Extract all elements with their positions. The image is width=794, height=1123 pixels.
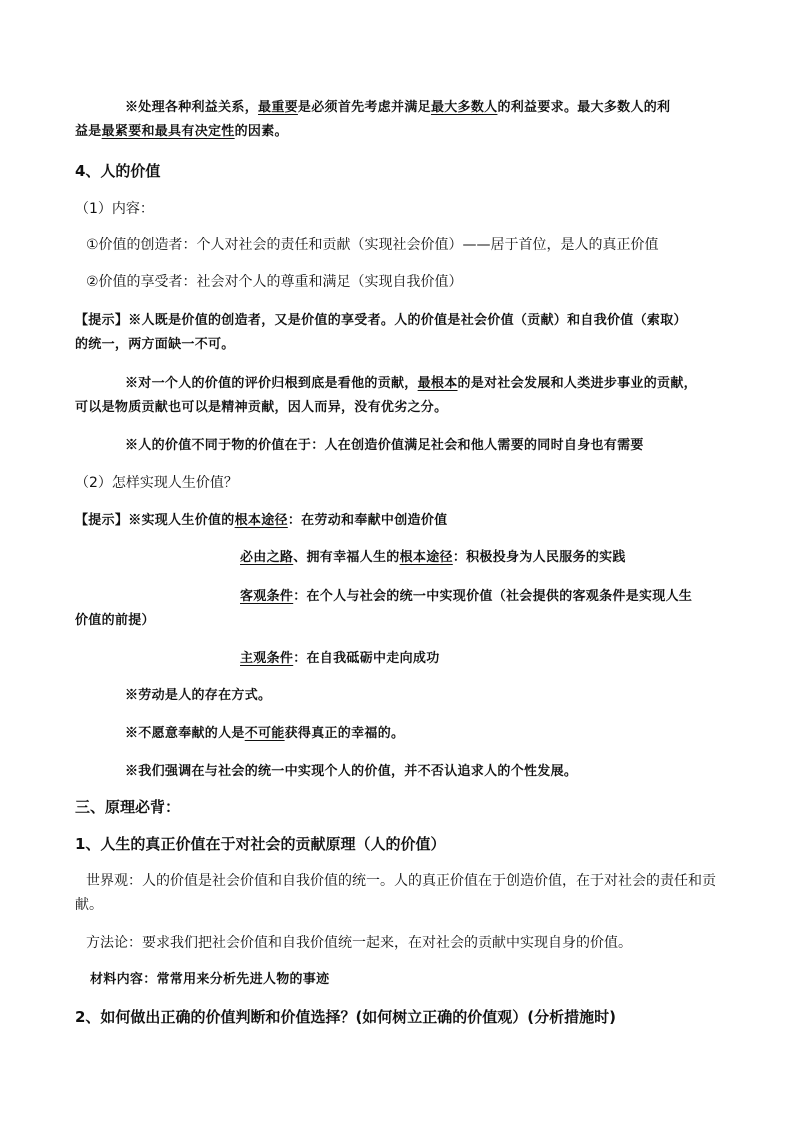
evaluation-line-1: ※对一个人的价值的评价归根到底是看他的贡献，最根本的是对社会发展和人类进步事业的贡献，: [125, 376, 697, 391]
interest-relations-line-2: 益是最紧要和最具有决定性的因素。: [75, 124, 288, 139]
section-three-heading: 三、原理必背：: [75, 798, 181, 816]
value-creator-line: ①价值的创造者：个人对社会的责任和贡献（实现社会价值）——居于首位，是人的真正价值: [86, 237, 659, 253]
tip-1-line-2: 的统一，两方面缺一不可。: [75, 337, 235, 352]
how-to-realize-label: （2）怎样实现人生价值？: [75, 475, 238, 491]
underlined-objective-condition: 客观条件: [240, 589, 294, 604]
underlined-must-path: 必由之路: [240, 550, 294, 565]
no-happiness-line: ※不愿意奉献的人是不可能获得真正的幸福的。: [125, 726, 405, 741]
principle-2-title: 2、如何做出正确的价值判断和价值选择？(如何树立正确的价值观）(分析措施时): [75, 1008, 617, 1026]
value-difference-line: ※人的价值不同于物的价值在于：人在创造价值满足社会和他人需要的同时自身也有需要: [125, 438, 644, 453]
evaluation-line-2: 可以是物质贡献也可以是精神贡献，因人而异，没有优劣之分。: [75, 400, 448, 415]
underlined-fundamental-way-2: 根本途径: [399, 550, 453, 565]
worldview-line-1: 世界观：人的价值是社会价值和自我价值的统一。人的真正价值在于创造价值，在于对社会的责任和贡: [86, 873, 716, 889]
underlined-fundamental-way: 根本途径: [234, 513, 288, 528]
value-enjoyer-line: ②价值的享受者：社会对个人的尊重和满足（实现自我价值）: [86, 274, 463, 290]
unity-line: ※我们强调在与社会的统一中实现个人的价值，并不否认追求人的个性发展。: [125, 764, 578, 779]
underlined-most-fundamental: 最根本: [417, 376, 458, 391]
content-label: （1）内容：: [75, 201, 154, 217]
heading-human-value: 4、人的价值: [75, 162, 161, 180]
underlined-most-important: 最重要: [258, 100, 298, 115]
tip-2-line: 【提示】※实现人生价值的根本途径：在劳动和奉献中创造价值: [75, 513, 448, 528]
methodology-line: 方法论：要求我们把社会价值和自我价值统一起来，在对社会的贡献中实现自身的价值。: [86, 935, 632, 951]
underlined-impossible: 不可能: [244, 726, 285, 741]
material-content-line: 材料内容：常常用来分析先进人物的事迹: [90, 972, 330, 987]
labor-line: ※劳动是人的存在方式。: [125, 688, 272, 703]
subjective-condition-line: 主观条件：在自我砥砺中走向成功: [240, 651, 440, 666]
underlined-subjective-condition: 主观条件: [240, 651, 294, 666]
objective-condition-line-1: 客观条件：在个人与社会的统一中实现价值（社会提供的客观条件是实现人生: [240, 589, 693, 604]
objective-condition-line-2: 价值的前提）: [75, 613, 155, 628]
worldview-line-2: 献。: [75, 897, 103, 913]
underlined-majority: 最大多数人: [430, 100, 498, 115]
must-path-line: 必由之路、拥有幸福人生的根本途径：积极投身为人民服务的实践: [240, 550, 626, 565]
tip-1-line-1: 【提示】※人既是价值的创造者，又是价值的享受者。人的价值是社会价值（贡献）和自我价值（索取）: [75, 313, 687, 328]
underlined-decisive: 最紧要和最具有决定性: [101, 124, 235, 139]
interest-relations-line-1: ※处理各种利益关系，最重要是必须首先考虑并满足最大多数人的利益要求。最大多数人的利: [125, 100, 671, 115]
principle-1-title: 1、人生的真正价值在于对社会的贡献原理（人的价值）: [75, 835, 446, 853]
